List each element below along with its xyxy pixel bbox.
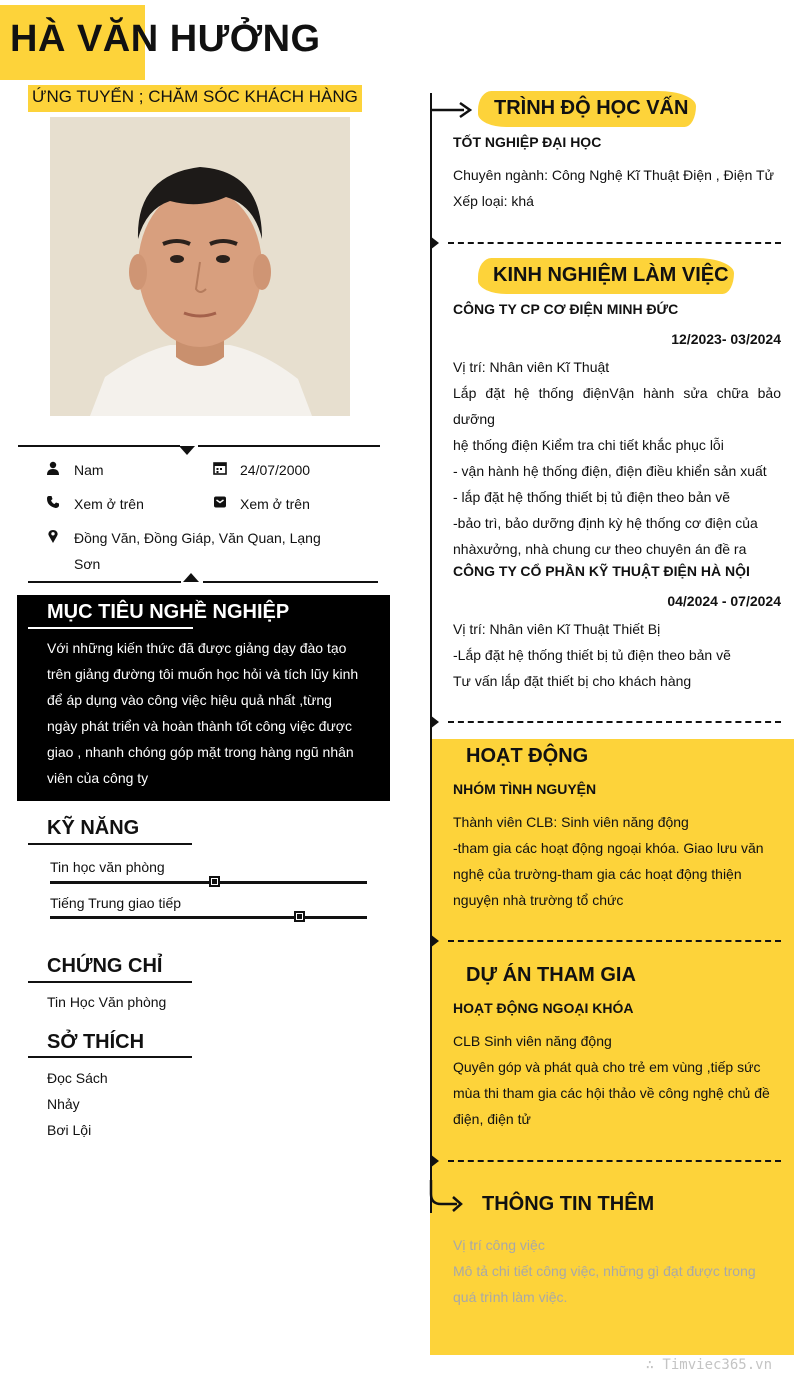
company-name: CÔNG TY CP CƠ ĐIỆN MINH ĐỨC (453, 301, 679, 317)
job-line: -Lắp đặt hệ thống thiết bị tủ điện theo bản vẽ (453, 647, 731, 663)
activity-line: -tham gia các hoạt động ngoại khóa. Giao lưu văn (453, 840, 764, 856)
skill-bar (50, 916, 367, 919)
hobby-item: Bơi Lội (47, 1122, 92, 1138)
section-separator (448, 721, 781, 723)
birthday-value: 24/07/2000 (240, 462, 311, 478)
career-goal-underline (28, 627, 193, 629)
career-goal-title: MỤC TIÊU NGHỀ NGHIỆP (47, 601, 290, 623)
hobby-item: Đọc Sách (47, 1070, 108, 1086)
hobbies-underline (28, 1056, 192, 1058)
career-goal-line: để áp dụng vào công việc hiệu quả nhất ,từng (47, 692, 332, 708)
divider (203, 581, 378, 583)
timeline-line (430, 93, 432, 1213)
apply-position: ỨNG TUYỂN ; CHĂM SÓC KHÁCH HÀNG (28, 85, 362, 112)
divider-arrow (183, 573, 199, 582)
project-line: điện, điện tử (453, 1111, 531, 1127)
activities-title: HOẠT ĐỘNG (466, 745, 589, 767)
education-details (453, 162, 781, 214)
skills-underline (28, 843, 192, 845)
timeline-marker (430, 934, 439, 948)
job-period: 04/2024 - 07/2024 (667, 593, 781, 609)
job-line: Vị trí: Nhân viên Kĩ Thuật (453, 359, 610, 375)
job-line: - vận hành hệ thống điện, điện điều khiển sản xuất (453, 463, 767, 479)
career-goal-line: giao , nhanh chóng góp mặt trong hàng ngũ nhân (47, 744, 354, 760)
portrait-illustration (50, 117, 350, 416)
additional-line: Vị trí công việc (453, 1237, 545, 1253)
certificate-item: Tin Học Văn phòng (47, 994, 167, 1010)
activity-line: Thành viên CLB: Sinh viên năng động (453, 814, 689, 830)
additional-line: quá trình làm việc. (453, 1289, 568, 1305)
activity-line: nghệ của trường-tham gia các hoạt động thiện (453, 866, 742, 882)
project-line: CLB Sinh viên năng động (453, 1033, 612, 1049)
address-line-2: Sơn (74, 556, 101, 572)
section-separator (448, 1160, 781, 1162)
skill-level-handle (294, 911, 305, 922)
education-degree: TỐT NGHIỆP ĐẠI HỌC (453, 134, 602, 150)
certificates-title: CHỨNG CHỈ (47, 955, 163, 977)
career-goal-line: Với những kiến thức đã được giảng dạy đào tạo (47, 640, 347, 656)
activity-description (453, 809, 781, 913)
divider (18, 445, 180, 447)
curved-arrow-icon (429, 1180, 465, 1221)
skill-level-handle (209, 876, 220, 887)
career-goal-line: viên của công ty (47, 770, 149, 786)
arrow-icon (432, 100, 472, 125)
projects-title: DỰ ÁN THAM GIA (466, 964, 636, 986)
divider (198, 445, 380, 447)
job-line: Vị trí: Nhân viên Kĩ Thuật Thiết Bị (453, 621, 661, 637)
career-goal-line: trên giảng đường tôi muốn học hỏi và tích lũy kinh (47, 666, 359, 682)
job-description (453, 354, 781, 562)
phone-icon (45, 495, 61, 511)
hobby-item: Nhảy (47, 1096, 80, 1112)
section-separator (448, 242, 781, 244)
career-goal-text (47, 635, 359, 791)
calendar-icon (212, 461, 228, 477)
activity-group: NHÓM TÌNH NGUYỆN (453, 781, 597, 797)
job-line: Tư vấn lắp đặt thiết bị cho khách hàng (453, 673, 692, 689)
additional-line: Mô tả chi tiết công việc, những gì đạt được trong (453, 1263, 756, 1279)
job-line: Lắp đặt hệ thống điệnVận hành sửa chữa bảo dưỡng (453, 385, 781, 427)
skill-name: Tin học văn phòng (50, 859, 165, 875)
timeline-marker (430, 715, 439, 729)
hobbies-title: SỞ THÍCH (47, 1031, 145, 1053)
activity-line: nguyện nhà trường tổ chức (453, 892, 624, 908)
project-name: HOẠT ĐỘNG NGOẠI KHÓA (453, 1000, 634, 1016)
skills-title: KỸ NĂNG (47, 817, 140, 839)
divider (28, 581, 181, 583)
company-name: CÔNG TY CỔ PHẦN KỸ THUẬT ĐIỆN HÀ NỘI (453, 563, 750, 579)
watermark-text: Timviec365.vn (662, 1357, 772, 1373)
address-line-1: Đồng Văn, Đồng Giáp, Văn Quan, Lạng (74, 530, 321, 546)
timeline-marker (430, 236, 439, 250)
experience-title: KINH NGHIỆM LÀM VIỆC (493, 264, 729, 286)
skill-name: Tiếng Trung giao tiếp (50, 895, 182, 911)
gender-value: Nam (74, 462, 104, 478)
certificates-underline (28, 981, 192, 983)
watermark: ∴ Timviec365.vn (645, 1357, 772, 1373)
timeline-marker (430, 1154, 439, 1168)
user-icon (45, 461, 61, 477)
education-major: Chuyên ngành: Công Nghệ Kĩ Thuật Điện , Điện Tử (453, 167, 774, 183)
phone-value: Xem ở trên (74, 496, 144, 512)
additional-title: THÔNG TIN THÊM (482, 1193, 655, 1215)
project-description (453, 1028, 781, 1132)
job-line: -bảo trì, bảo dưỡng định kỳ hệ thống cơ điện của (453, 515, 758, 531)
project-line: mùa thi tham gia các hội thảo về công nghệ chủ đề (453, 1085, 770, 1101)
job-period: 12/2023- 03/2024 (671, 331, 781, 347)
email-value: Xem ở trên (240, 496, 310, 512)
project-line: Quyên góp và phát quà cho trẻ em vùng ,tiếp sức (453, 1059, 761, 1075)
job-line: nhàxưởng, nhà chung cư theo chuyên án đề ra (453, 541, 747, 557)
location-pin-icon (45, 529, 61, 545)
divider-arrow (179, 446, 195, 455)
section-separator (448, 940, 781, 942)
additional-description (453, 1232, 781, 1310)
education-rank: Xếp loại: khá (453, 193, 534, 209)
candidate-name: HÀ VĂN HƯỞNG (10, 18, 321, 60)
email-icon (212, 495, 228, 511)
career-goal-line: ngày phát triển và hoàn thành tốt công việc được (47, 718, 352, 734)
education-title: TRÌNH ĐỘ HỌC VẤN (494, 97, 689, 119)
profile-photo (50, 117, 350, 416)
job-description (453, 616, 781, 694)
job-line: - lắp đặt hệ thống thiết bị tủ điện theo bản vẽ (453, 489, 731, 505)
job-line: hệ thống điện Kiểm tra chi tiết khắc phục lỗi (453, 437, 724, 453)
